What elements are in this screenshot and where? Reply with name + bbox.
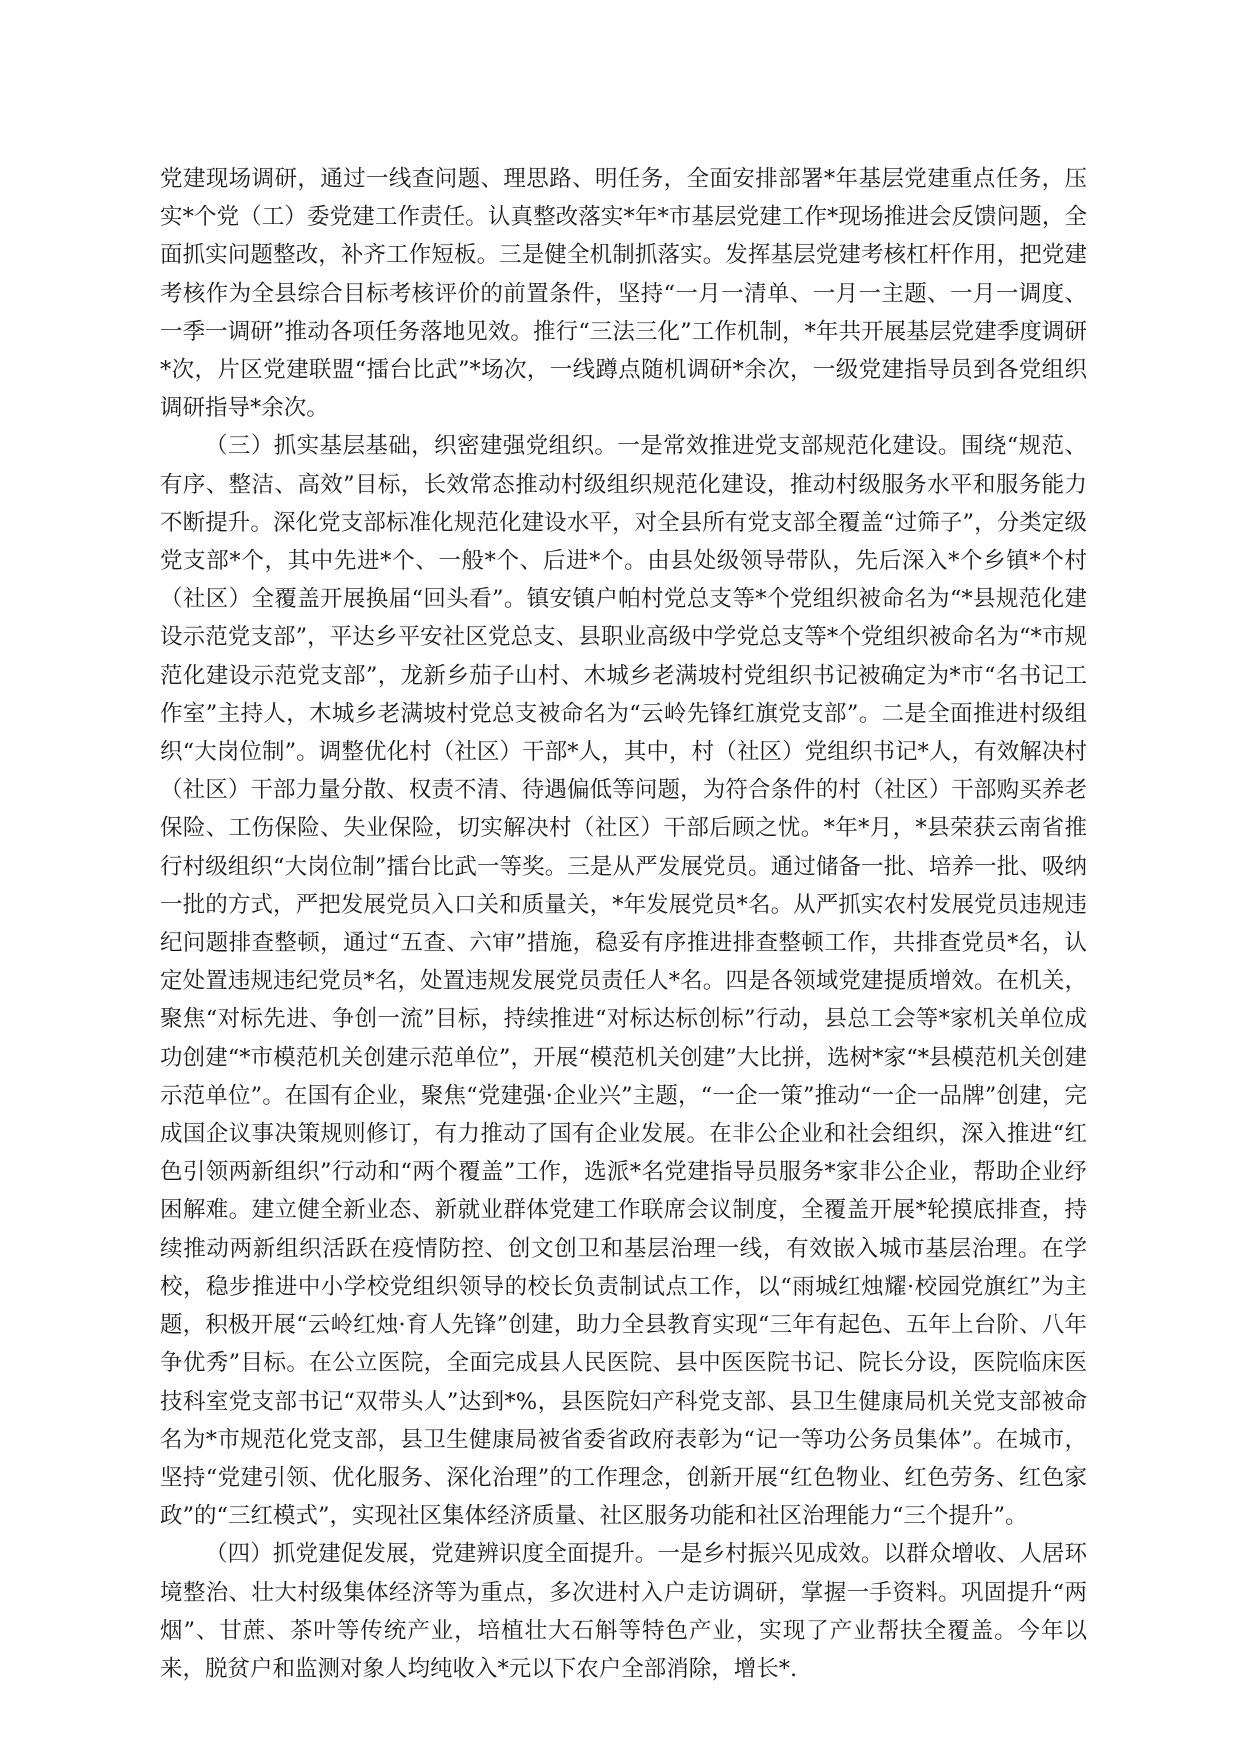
paragraph-continuation: 党建现场调研，通过一线查问题、理思路、明任务，全面安排部署*年基层党建重点任务，压实*个党（工）委党建工作责任。认真整改落实*年*市基层党建工作*现场推进会反馈问题，全面抓实问题整改，补齐工作短板。三是健全机制抓落实。发挥基层党建考核杠杆作用，把党建考核作为全县综合目标考核评价的前置条件，坚持“一月一清单、一月一主题、一月一调度、一季一调研”推动各项任务落地见效。推行“三法三化”工作机制，*年共开展基层党建季度调研*次，片区党建联盟“擂台比武”*场次，一线蹲点随机调研*余次，一级党建指导员到各党组织调研指导*余次。 [160, 166, 1087, 422]
paragraph-section-four: （四）抓党建促发展，党建辨识度全面提升。一是乡村振兴见成效。以群众增收、人居环境整治、壮大村级集体经济等为重点，多次进村入户走访调研，掌握一手资料。巩固提升“两烟”、甘蔗、茶叶等传统产业，培植壮大石斛等特色产业，实现了产业帮扶全覆盖。今年以来，脱贫户和监测对象人均纯收入*元以下农户全部消除，增长*. [160, 1541, 1087, 1682]
paragraph-section-three: （三）抓实基层基础，织密建强党组织。一是常效推进党支部规范化建设。围绕“规范、有序、整洁、高效”目标，长效常态推动村级组织规范化建设，推动村级服务水平和服务能力不断提升。深化党支部标准化规范化建设水平，对全县所有党支部全覆盖“过筛子”，分类定级党支部*个，其中先进*个、一般*个、后进*个。由县处级领导带队，先后深入*个乡镇*个村（社区）全覆盖开展换届“回头看”。镇安镇户帕村党总支等*个党组织被命名为“*县规范化建设示范党支部”，平达乡平安社区党总支、县职业高级中学党总支等*个党组织被命名为“*市规范化建设示范党支部”，龙新乡茄子山村、木城乡老满坡村党组织书记被确定为*市“名书记工作室”主持人，木城乡老满坡村党总支被命名为“云岭先锋红旗党支部”。二是全面推进村级组织“大岗位制”。调整优化村（社区）干部*人，其中，村（社区）党组织书记*人，有效解决村（社区）干部力量分散、权责不清、待遇偏低等问题，为符合条件的村（社区）干部购买养老保险、工伤保险、失业保险，切实解决村（社区）干部后顾之忧。*年*月，*县荣获云南省推行村级组织“大岗位制”擂台比武一等奖。三是从严发展党员。通过储备一批、培养一批、吸纳一批的方式，严把发展党员入口关和质量关，*年发展党员*名。从严抓实农村发展党员违规违纪问题排查整顿，通过“五查、六审”措施，稳妥有序推进排查整顿工作，共排查党员*名，认定处置违规违纪党员*名，处置违规发展党员责任人*名。四是各领域党建提质增效。在机关，聚焦“对标先进、争创一流”目标，持续推进“对标达标创标”行动，县总工会等*家机关单位成功创建“*市模范机关创建示范单位”，开展“模范机关创建”大比拼，选树*家“*县模范机关创建示范单位”。在国有企业，聚焦“党建强·企业兴”主题，“一企一策”推动“一企一品牌”创建，完成国企议事决策规则修订，有力推动了国有企业发展。在非公企业和社会组织，深入推进“红色引领两新组织”行动和“两个覆盖”工作，选派*名党建指导员服务*家非公企业，帮助企业纾困解难。建立健全新业态、新就业群体党建工作联席会议制度，全覆盖开展*轮摸底排查，持续推动两新组织活跃在疫情防控、创文创卫和基层治理一线，有效嵌入城市基层治理。在学校，稳步推进中小学校党组织领导的校长负责制试点工作，以“雨城红烛耀·校园党旗红”为主题，积极开展“云岭红烛·育人先锋”创建，助力全县教育实现“三年有起色、五年上台阶、八年争优秀”目标。在公立医院，全面完成县人民医院、县中医医院书记、院长分设，医院临床医技科室党支部书记“双带头人”达到*%，县医院妇产科党支部、县卫生健康局机关党支部被命名为*市规范化党支部，县卫生健康局被省委省政府表彰为“记一等功公务员集体”。在城市，坚持“党建引领、优化服务、深化治理”的工作理念，创新开展“红色物业、红色劳务、红色家政”的“三红模式”，实现社区集体经济质量、社区服务功能和社区治理能力“三个提升”。 [160, 433, 1087, 1530]
document-body [160, 160, 1087, 1688]
